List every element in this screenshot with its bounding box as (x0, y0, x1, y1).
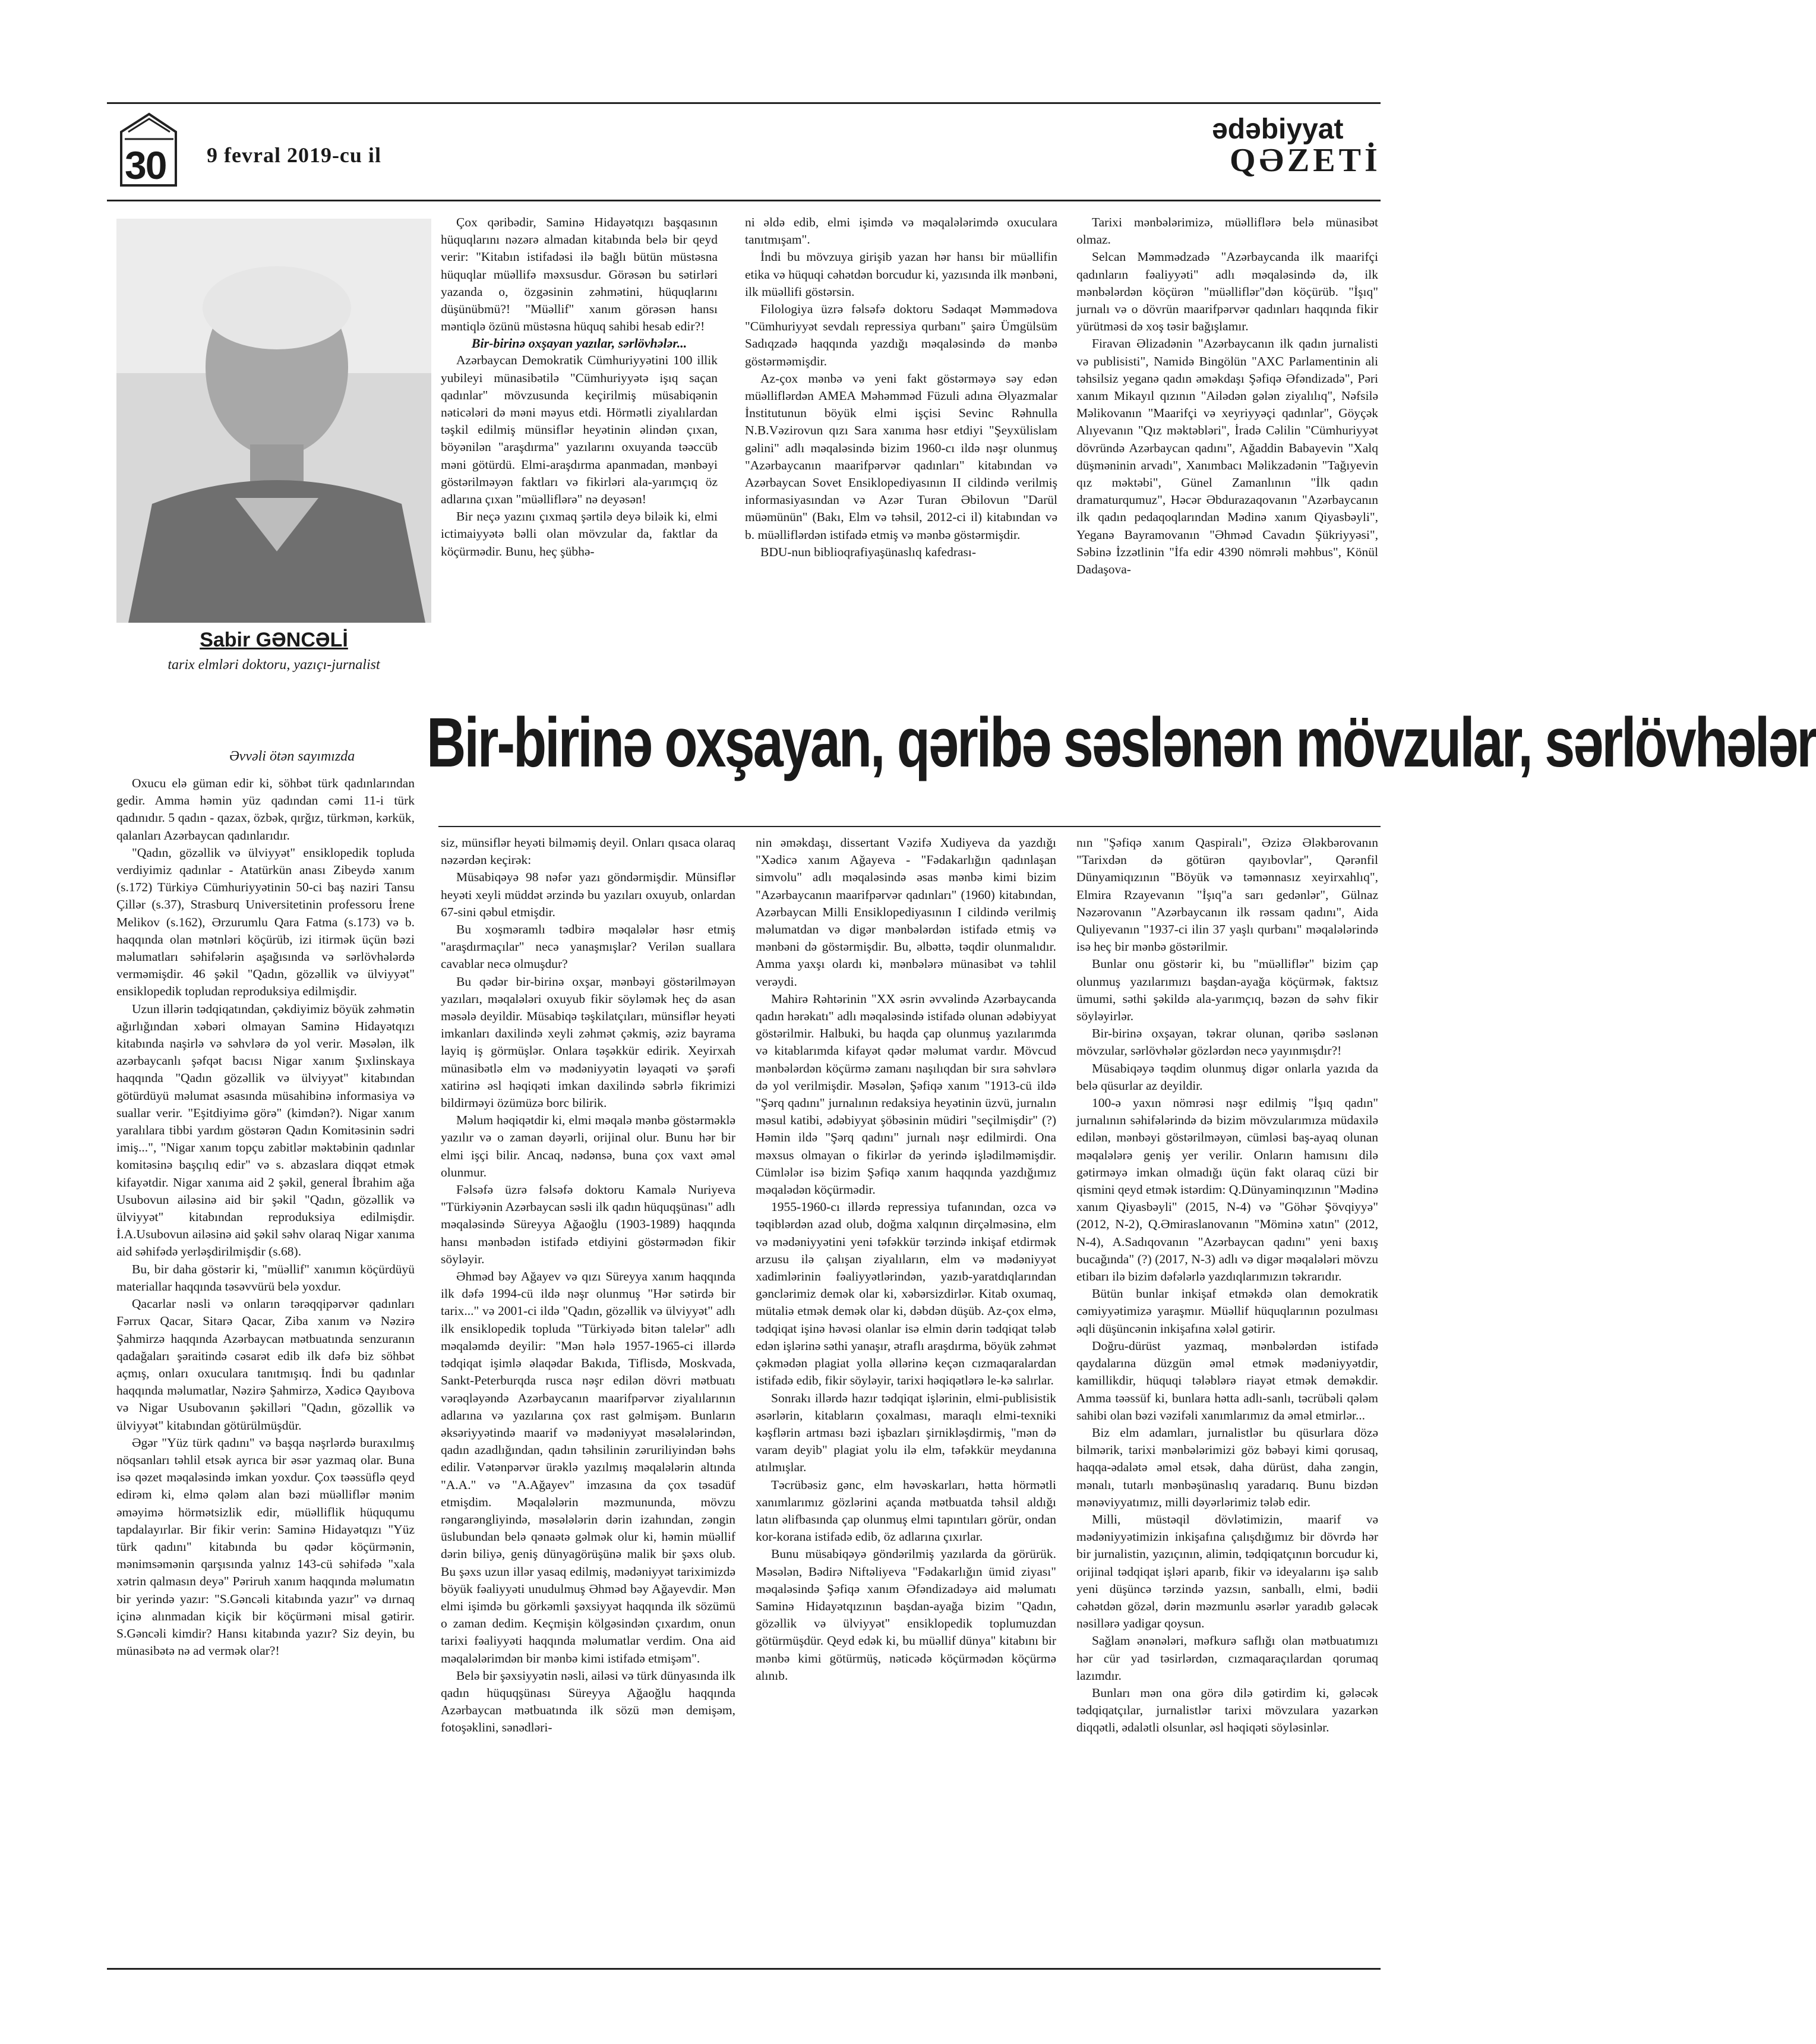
bottom-column-3 (756, 834, 1056, 1961)
paragraph: Bir-birinə oxşayan, təkrar olunan, qəribə səslənən mövzular, sərlövhələr gözlərdən necə yayınmışdır?! (1076, 1026, 1378, 1058)
paragraph: Azərbaycan Demokratik Cümhuriyyətini 100 illik yubileyi münasibətilə "Cümhuriyyətə işıq saçan qadınlar" mövzusunda keçirilmiş müsabiqənin nəticələri də məni məyus etdi. Hörmətli ziyalılardan təşkil edilmiş münsiflər heyətinin əlindən çıxan, böyənilən "araşdırma" yazılarını oxuyanda təəccüb məni götürdü. Elmi-araşdırma apanmadan, mənbəyi göstərilməyən faktları və fikirləri ala-yarımçıq öz adlarına çıxan "müəlliflərə" nə deyəsən! (441, 353, 718, 507)
paragraph: Bu, bir daha göstərir ki, "müəllif" xanımın köçürdüyü materiallar haqqında təsəvvürü belə yoxdur. (116, 1261, 415, 1294)
paragraph: Təcrübəsiz gənc, elm həvəskarları, hətta hörmətli xanımlarımız gözlərini açanda mətbuatda təhsil aldığı latın əlifbasında çap olunmuş elmi tapıntıları görür, ondan kor-korana istifadə edib, öz adlarına çıxırlar. (756, 1477, 1056, 1544)
paragraph: Mahirə Rəhtərinin "XX əsrin əvvəlində Azərbaycanda qadın hərəkatı" adlı məqaləsində istifadə olunan ədəbiyyat göstərilmir. Halbuki, bu haqda çap olunmuş yazılarımda və kitablarımda kifayət qədər məlumat vardır. Mövcud mənbələrdən köçürmə zamanı naşılıqdan bir sıra səhvlərə də yol verilmişdir. Məsələn, Şəfiqə xanım "1913-cü ildə "Şərq qadını" jurnalının redaksiya heyətinin üzvü, jurnalın məsul katibi, ədəbiyyat şöbəsinin müdiri "seçilmişdir" (?) Həmin ildə "Şərq qadını" jurnalı nəşr edilmirdi. Ona məxsus olmayan o fikirlər də yerində işlədilməmişdir. Cümlələr isə bizim Şəfiqə xanım haqqında yazdığımız məqalədən köçürmədir. (756, 991, 1056, 1197)
author-name: Sabir GƏNCƏLİ (200, 629, 348, 651)
paragraph: ni əldə edib, elmi işimdə və məqalələrimdə oxuculara tanıtmışam". (745, 215, 1057, 247)
paragraph: Milli, müstəqil dövlətimizin, maarif və mədəniyyətimizin inkişafına çalışdığımız bir dövrdə hər bir jurnalistin, yazıçının, alimin, tədqiqatçının borcudur ki, orijinal tədqiqat işləri aparıb, fikir və ideyalarını işə salıb yeni düşüncə tərzində yazsın, sanballı, elmi, bədii cəhətdən gözəl, dərin məzmunlu əsərlər yaradıb gələcək nəsillərə yadigar qoysun. (1076, 1512, 1378, 1631)
paragraph: Əgər "Yüz türk qadını" və başqa nəşrlərdə buraxılmış nöqsanları təhlil etsək ayrıca bir əsər yazmaq olar. Buna isə qəzet məqaləsində imkan yoxdur. Çox təəssüflə qeyd edirəm ki, elmə qələm alan bəzi müəlliflər mənim əməyimə hörmətsizlik edir, müəlliflik hüququmu tapdalayırlar. Bir fikir verin: Saminə Hidayətqızı "Yüz türk qadını" kitabında bu qədər köçürmənin, mənimsəmənin qarşısında yalnız 143-cü səhifədə "xala xətrin qalmasın deyə" Pəriruh xanım haqqında məlumatın bir yerində yazır: "S.Gəncəli kitabında yazır" və dırnaq içinə alınmadan kiçik bir köçürməni misal gətirir. S.Gəncəli kimdir? Hansı kitabında yazır? Siz deyin, bu münasibətə nə ad vermək olar?! (116, 1435, 415, 1658)
paragraph: Çox qəribədir, Saminə Hidayətqızı başqasının hüquqlarını nəzərə almadan kitabında belə bir qeyd verir: "Kitabın istifadəsi ilə bağlı bütün müstəsna hüquqlar müəllifə məxsusdur. Görəsən bu sətirləri yazanda o, özgəsinin zəhmətini, hüquqlarını düşünübmü?! "Müəllif" xanım görəsən hansı məntiqlə özünü müstəsna hüquq sahibi hesab edir?! (441, 215, 718, 334)
byline-note: Əvvəli ötən sayımızda (229, 749, 355, 764)
paragraph: Az-çox mənbə və yeni fakt göstərməyə səy edən müəlliflərdən AMEA Məhəmməd Füzuli adına Əlyazmalar İnstitutunun böyük elmi işçisi Sevinc Rəhnulla N.B.Vəzirovun qızı Sara xanıma həsr etdiyi "Şeyxülislam gəlini" adlı məqaləsində bizim 1960-cı ildə nəşr olunmuş "Azərbaycanın maarifpərvər qadınları" kitabından və Azərbaycan Sovet Ensiklopediyasının II cildində verilmiş informasiyasından və Azər Turan Əbilovun "Darül müəmünün" (Bakı, Elm və təhsil, 2012-ci il) kitabından və b. müəlliflərdən istifadə etmiş və mənbə göstərmişdir. (745, 371, 1057, 542)
paragraph: Biz elm adamları, jurnalistlər bu qüsurlara dözə bilmərik, tarixi mənbələrimizi göz bəbəyi kimi qorusaq, haqqa-ədalətə əməl etsək, daha dürüst, daha zəngin, mənalı, tutarlı mənbəşünaslıq yaradarıq. Bunu bizdən mənəviyyatımız, milli dəyərlərimiz tələb edir. (1076, 1425, 1378, 1509)
paragraph: siz, münsiflər heyəti bilməmiş deyil. Onları qısaca olaraq nəzərdən keçirək: (441, 835, 735, 868)
paragraph: Bunu müsabiqəyə göndərilmiş yazılarda da görürük. Məsələn, Bədirə Niftəliyeva "Fədakarlığın ümid ziyası" məqaləsində Şəfiqə xanım Əfəndizadəyə aid məlumatı Saminə Hidayətqızının başdan-ayağa bizim "Qadın, gözəllik və ülviyyət" ensiklopedik toplumuzdan götürmüşdür. Qeyd edək ki, bu müəllif dünya" kitabını bir mənbə kimi götürmüş, nəticədə köçürmədən köçürmə alınıb. (756, 1547, 1056, 1683)
paragraph: Uzun illərin tədqiqatından, çəkdiyimiz böyük zəhmətin ağırlığından xəbəri olmayan Saminə Hidayətqızı kitabında naşirlə və səhvlərə də yol verir. Məsələn, ilk azərbaycanlı şəfqət bacısı Nigar xanım Şıxlinskaya haqqında "Qadın gözəllik və ülviyyət" kitabından götürdüyü məlumat əsasında müsahibinə informasiya və suallar verir. "Eşitdiyimə görə" (kimdən?). Nigar xanım yaralılara tibbi yardım göstərən Qadın Komitəsinin sədri imiş...", "Nigar xanım topçu zabitlər məktəbinin qadınlar komitəsinə başçılıq edir" və s. abzaslara diqqət etmək kifayətdir. Nigar xanıma aid 2 şəkil, general İbrahim ağa Usubovun ailəsinə aid bir şəkil "Qadın, gözəllik və ülviyyət" kitabından reproduksiya edilmişdir. İ.A.Usubovun ailəsinə aid şəkil səhv olaraq Nigar xanıma aid səhifədə yerləşdirilmişdir (s.68). (116, 1001, 415, 1259)
section-subhead: Bir-birinə oxşayan yazılar, sərlövhələr... (471, 336, 687, 351)
header-top-rule (107, 102, 1381, 104)
bottom-column-1 (116, 775, 415, 1961)
top-column-2 (745, 214, 1057, 665)
paragraph: Əhməd bəy Ağayev və qızı Süreyya xanım haqqında ilk dəfə 1994-cü ildə nəşr olunmuş "Hər sətirdə bir tarix..." və 2001-ci ildə "Qadın, gözəllik və ülviyyət" adlı ilk ensiklopedik topluda "Türkiyədə bitən talelər" adlı məqaləmdə deyilir: "Mən hələ 1957-1965-ci illərdə tədqiqat işimlə əlaqədar Bakıda, Tiflisdə, Moskvada, Sankt-Peterburqda rusca nəşr edilən dövri mətbuatı vərəqləyəndə Azərbaycanın maarifpərvər ziyalılarının adlarına və yazılarına çox rast gəlmişəm. Bunların əksəriyyətində maarif və mədəniyyət məsələlərindən, qadın azadlığından, qadın təhsilinin zəruriliyindən bəhs edilir. Vətənpərvər ürəklə yazılmış məqalələrin altında "A.A." və "A.Ağayev" imzasına da çox təsadüf etmişdim. Məqalələrin məzmununda, mövzu rəngarəngliyində, məsələlərin dərin izahından, zəngin üslubundan belə qənaətə gəlmək olur ki, həmin müəllif dərin biliyə, geniş dünyagörüşünə malik bir şəxs olub. Bu şəxs uzun illər yasaq edilmiş, mədəniyyət tariximizdə böyük fəaliyyəti unudulmuş Əhməd bəy Ağayevdir. Mən elmi işimdə bu görkəmli şəxsiyyət haqqında ilk sözümü o zaman dedim. Keçmişin kölgəsindən çıxardım, onun tarixi fəaliyyəti haqqında məlumatlar verdim. Ona aid məqalələrimdən bir mənbə kimi istifadə etmişəm". (441, 1269, 735, 1666)
paragraph: 100-ə yaxın nömrəsi nəşr edilmiş "İşıq qadın" jurnalının səhifələrində də bizim mövzularımıza müdaxilə edilən, mənbəyi göstərilməyən, cümləsi baş-ayaq olunan məqalələrə geniş yer verilir. Onların hamısını dilə gətirməyə imkan olmadığı üçün fakt olaraq cüzi bir qismini qeyd etmək istərdim: Q.Dünyaminqızının "Mədinə xanım Qiyasbəyli" (2015, N-4) və "Göhər Şövqiyyə" (2012, N-2), Q.Əmiraslanovanın "Möminə xatın" (2012, N-4), A.Sadıqovanın "Azərbaycan qadını" yeni baxış bucağında" (?) (2017, N-3) adlı və digər məqalələri mövzu etibarı ilə bizim dəfələrlə yazdıqlarımızın təkrarıdır. (1076, 1096, 1378, 1284)
top-column-1 (441, 214, 718, 665)
paragraph: Bunları mən ona görə dilə gətirdim ki, gələcək tədqiqatçılar, jurnalistlər tarixi mövzulara yazarkən diqqətli, ədalətli olsunlar, əsl həqiqəti söyləsinlər. (1076, 1685, 1378, 1735)
paragraph: nin əməkdaşı, dissertant Vəzifə Xudiyeva da yazdığı "Xədicə xanım Ağayeva - "Fədakarlığın qadınlaşan simvolu" adlı məqaləsində əsas mənbə kimi bizim "Azərbaycanın maarifpərvər qadınları" (1960) kitabından, Azərbaycan Milli Ensiklopediyasının I cildində verilmiş məlumatdan və digər mənbələrdən istifadə etmiş və mənbəni də göstərmişdir. Bu, əlbəttə, təqdir olunmalıdır. Amma yaxşı olardı ki, mənbələrə münasibət və təhlil verəydi. (756, 835, 1056, 989)
logo-word-top: ədəbiyyat (1212, 113, 1344, 145)
paragraph: nın "Şəfiqə xanım Qaspiralı", Əzizə Ələkbərovanın "Tarixdən də götürən qayıbovlar", Qərənfil Dünyamiqızının "Böyük və təmənnasız xeyirxahlıq", Elmira Rzayevanın "İşıq"a sarı gedənlər", Gülnaz Nəzərovanın "Azərbaycanın ilk rəssam qadını", Aida Quliyevanın "1937-ci ilin 37 yaşlı qurbanı" məqalələrində isə heç bir mənbə göstərilmir. (1076, 835, 1378, 954)
paragraph: İndi bu mövzuya girişib yazan hər hansı bir müəllifin etika və hüquqi cəhətdən borcudur ki, yazısında ilk mənbəni, ilk müəllifi göstərsin. (745, 250, 1057, 299)
paragraph: Tarixi mənbələrimizə, müəlliflərə belə münasibət olmaz. (1076, 215, 1378, 247)
paragraph: Belə bir şəxsiyyətin nəsli, ailəsi və türk dünyasında ilk qadın hüquqşünası Süreyya Ağaoğlu haqqında Azərbaycan mətbuatında ilk sözü mən demişəm, fotoşəklini, sənədləri- (441, 1668, 735, 1735)
paragraph: Qacarlar nəsli və onların tərəqqipərvər qadınları Fərrux Qacar, Sitarə Qacar, Ziba xanım və Nəzirə Şahmirzə haqqında Azərbaycan mətbuatında senzuranın qadağaları şəraitində cəsarət edib ilk dəfə biz söhbət açmış, onları oxuculara tanıtmışıq. İndi bu qadınlar haqqında məlumatlar, Nəzirə Şahmirzə, Xədicə Qayıbova və Nigar Usubovanın şəkilləri "Qadın, gözəllik və ülviyyət" kitabından götürülmüşdür. (116, 1297, 415, 1433)
page-number: 30 (125, 143, 166, 187)
paragraph: Bunlar onu göstərir ki, bu "müəlliflər" bizim çap olunmuş yazılarımızı başdan-ayağa köçürmək, faktsız ümumi, səthi şəkildə ala-yarımçıq, bəzən də səhv fikir söyləyirlər. (1076, 957, 1378, 1024)
paragraph: Müsabiqəyə 98 nəfər yazı göndərmişdir. Münsiflər heyəti xeyli müddət ərzində bu yazıları oxuyub, onlardan 67-sini qəbul etmişdir. (441, 870, 735, 919)
footer-rule (107, 1968, 1381, 1970)
paragraph: Sağlam ənənələri, məfkurə saflığı olan mətbuatımızı hər cür yad təsirlərdən, cızmaqaraçılardan qorumaq lazımdır. (1076, 1633, 1378, 1683)
paragraph: "Qadın, gözəllik və ülviyyət" ensiklopedik topluda verdiyimiz qadınlar - Atatürkün anası Zibeydə xanım (s.172) Türkiyə Cümhuriyyətinin 50-ci baş naziri Tansu Çillər (s.37), Strasburq Universitetinin professoru İrene Melikov (s.162), Ərzurumlu Qara Fatma (s.173) və b. haqqında olan mətnləri köçürüb, izi itirmək üçün bəzi məlumatları səhifələrin aşağısında və sərlövhələrdə verməmişdir. 46 şəkil "Qadın, gözəllik və ülviyyət" ensiklopedik topludan reproduksiya edilmişdir. (116, 845, 415, 999)
paragraph: Firavan Əlizadənin "Azərbaycanın ilk qadın jurnalisti və publisisti", Namidə Bingölün "AXC Parlamentinin ali təhsilsiz yeganə qadın əməkdaşı Şəfiqə Əfəndizadə", Pəri xanım Mikayıl qızının "Ailədən gələn ziyalılıq", Nəfsilə Məlikovanın "Maarifçi və xeyriyyəçi qadınlar", Göyçək Alıyevanın "Qız məktəbləri", İradə Cəlilin "Cümhuriyyət dövründə Azərbaycan qadını", Ağaddin Babayevin "Xalq düşməninin arvadı", Xanımbacı Məlikzadənin "Tağıyevin qız məktəbi", Günel Zamanlının "İlk qadın dramaturqumuz", Həcər Əbdurazaqovanın "Azərbaycanın ilk qadın pedaqoqlarından Mədinə xanım Qiyasbəyli", Yeganə Bayramovanın "Əhməd Cavadın Şükriyyəsi", Səbinə İzzətlinin "İfa edir 4390 nömrəli məhbus", Könül Dadaşova- (1076, 336, 1378, 577)
author-title: tarix elmləri doktoru, yazıçı-jurnalist (168, 657, 380, 673)
headline-rule (438, 826, 1381, 827)
newspaper-logo (1194, 113, 1381, 184)
paragraph: Bütün bunlar inkişaf etməkdə olan demokratik cəmiyyətimizə yaraşmır. Müəllif hüquqlarının pozulması əqli düşüncənin inkişafına xələl gətirir. (1076, 1286, 1378, 1336)
paragraph: Oxucu elə güman edir ki, söhbət türk qadınlarından gedir. Amma həmin yüz qadından cəmi 11-i türk qadınıdır. 5 qadın - qazax, özbək, qırğız, türkmən, kərkük, qalanları Azərbaycan qadınlarıdır. (116, 776, 415, 843)
logo-word-bottom: QƏZETİ (1230, 142, 1381, 179)
bottom-column-2 (441, 834, 735, 1961)
paragraph: 1955-1960-cı illərdə repressiya tufanından, ozca və təqiblərdən azad olub, doğma xalqının dirçəlməsinə, elm və mədəniyyətini yeni təfəkkür tərzində inkişaf etdirmək arzusu ilə çalışan ziyalıların, elm və mədəniyyət xadimlərinin fəaliyyətlərindən, yazıb-yaratdıqlarından gənclərimiz demək olar ki, xəbərsizdirlər. Kitab oxumaq, mütaliə etmək demək olar ki, dəbdən düşüb. Az-çox elmə, tədqiqat işinə həvəsi olanlar isə elmin dərin tədqiqat tələb edən işlərinə səthi yanaşır, ətraflı araşdırma, böyük zəhmət çəkmədən plagiat yolla əllərinə keçən cızmaqaralardan istifadə edib, fikir söyləyir, tarixi həqiqətlərə le-kə salırlar. (756, 1200, 1056, 1388)
paragraph: Məlum həqiqətdir ki, elmi məqalə mənbə göstərməklə yazılır və o zaman dəyərli, orijinal olur. Bunu hər bir elmi işçi bilir. Ancaq, nədənsə, buna çox vaxt əməl olunmur. (441, 1113, 735, 1179)
paragraph: Bir neçə yazını çıxmaq şərtilə deyə biləik ki, elmi ictimaiyyətə bəlli olan mövzular da, faktlar da köçürmədir. Bunu, heç şübhə- (441, 509, 718, 559)
top-column-3 (1076, 214, 1378, 665)
article-headline: Bir-birinə oxşayan, qəribə səslənən mövzular, sərlövhələr (427, 704, 1816, 782)
paragraph: Fəlsəfə üzrə fəlsəfə doktoru Kamalə Nuriyeva "Türkiyənin Azərbaycan səsli ilk qadın hüquqşünası" adlı məqaləsində Süreyya Ağaoğlu (1903-1989) haqqında hansı mənbədən istifadə etdiyini göstərmədən fikir söyləyir. (441, 1182, 735, 1266)
bottom-column-4 (1076, 834, 1378, 1961)
paragraph: Bu xoşməramlı tədbirə məqalələr həsr etmiş "araşdırmaçılar" necə yanaşmışlar? Verilən suallara cavablar necə olmuşdur? (441, 922, 735, 971)
paragraph: Sonrakı illərdə hazır tədqiqat işlərinin, elmi-publisistik əsərlərin, kitabların çoxalması, maraqlı elmi-texniki kəşflərin artması bəzi işbazları şirnikləşdirmiş, "mən də varam deyib" plagiat yolu ilə elm, təfəkkür meydanına atılmışlar. (756, 1390, 1056, 1475)
author-photo (116, 219, 431, 623)
paragraph: Doğru-dürüst yazmaq, mənbələrdən istifadə qaydalarına düzgün əməl etmək mədəniyyətdir, kamillikdir, hüquqi tələblərə riayət etmək deməkdir. Amma təəssüf ki, bunlara hətta adlı-sanlı, təcrübəli qələm sahibi olan bəzi vəzifəli xanımlarımız da əməl etmirlər... (1076, 1338, 1378, 1422)
paragraph: BDU-nun biblioqrafiyaşünaslıq kafedrası- (760, 544, 977, 559)
paragraph: Müsabiqəyə təqdim olunmuş digər onlarla yazıda da belə qüsurlar az deyildir. (1076, 1061, 1378, 1093)
page-number-badge (116, 108, 182, 191)
paragraph: Bu qədər bir-birinə oxşar, mənbəyi göstərilməyən yazıları, məqalələri oxuyub fikir söyləmək heç də asan məsələ deyildir. Müsabiqə təşkilatçıları, münsiflər heyəti imkanları daxilində xeyli zəhmət çəkmiş, əziz bayrama layiq iş görmüşlər. Onlara təşəkkür edirik. Xeyirxah münasibətlə elm və mədəniyyətin ləyaqəti və şərəfi xatirinə əsl həqiqəti imkan daxilində səbrlə fikrimizi bildirməyi özümüzə borc bilirik. (441, 974, 735, 1111)
paragraph: Filologiya üzrə fəlsəfə doktoru Sədaqət Məmmədova "Cümhuriyyət sevdalı repressiya qurbanı" şairə Ümgülsüm Sadıqzadə haqqında yazdığı məqaləsində də mənbə göstərməmişdir. (745, 302, 1057, 368)
paragraph: Selcan Məmmədzadə "Azərbaycanda ilk maarifçi qadınların fəaliyyəti" adlı məqaləsində də, ilk mənbələrdən köçürən "müəlliflər"dən köçürüb. "İşıq" jurnalı və o dövrün maarifpərvər qadınları haqqında fikir yürütməsi də xoş təsir bağışlamır. (1076, 250, 1378, 334)
header-bottom-rule (107, 200, 1381, 201)
issue-date: 9 fevral 2019-cu il (207, 143, 381, 167)
